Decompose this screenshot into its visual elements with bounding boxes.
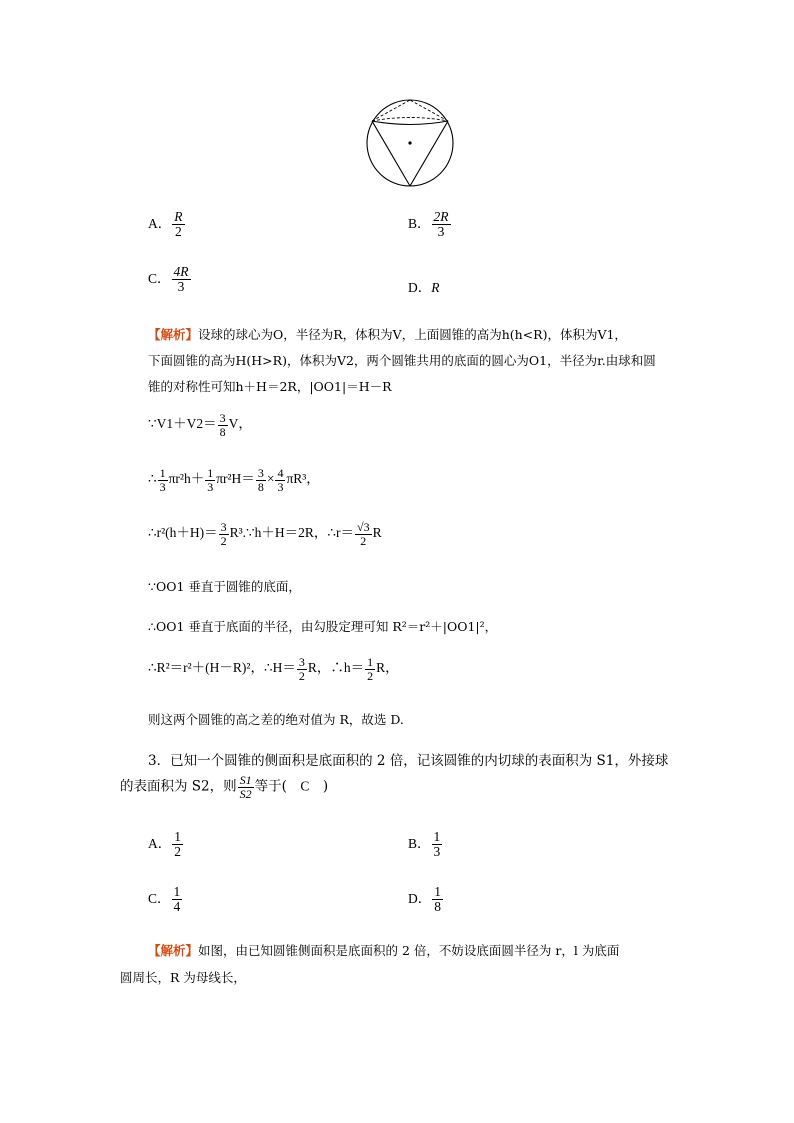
q3-answer: C	[300, 778, 310, 794]
q2-option-c: C． $\frac{4R}{3}$	[148, 264, 189, 295]
q3-option-d: D． $\frac{1}{8}$	[408, 884, 441, 915]
analysis-tag: 【解析】	[148, 943, 199, 958]
q2-step-3: ∴r²(h＋H)＝ $\frac{3}{2}$ R³.∵h＋H＝2R，∴r＝ $\frac{√3}{2}$ R	[148, 520, 382, 548]
q2-conclusion: 则这两个圆锥的高之差的绝对值为 R，故选 D.	[148, 712, 404, 727]
q3-stem-line-2: 的表面积为 S2，则 $\frac{S1}{S2}$ 等于( C )	[120, 773, 329, 801]
q2-step-4: ∵OO1 垂直于圆锥的底面，	[148, 579, 301, 594]
q2-analysis-line-3: 锥的对称性可知h＋H＝2R，|OO1|＝H－R	[148, 379, 392, 394]
q2-step-2: ∴ $\frac{1}{3}$ πr²h＋ $\frac{1}{3}$ πr²H＝ $\frac{3}{8}$ × $\frac{4}{3}$ πR³，	[148, 466, 320, 494]
q2-option-a: A． $\frac{R}{2}$	[148, 209, 183, 240]
analysis-tag: 【解析】	[148, 327, 199, 342]
q2-option-d: D．R	[408, 280, 440, 295]
q2-step-6: ∴R²＝r²＋(H－R)²，∴H＝ $\frac{3}{2}$ R，∴h＝ $\frac{1}{2}$ R，	[148, 655, 399, 683]
q3-analysis-line-1: 【解析】如图，由已知圆锥侧面积是底面积的 2 倍，不妨设底面圆半径为 r，l 为底面	[148, 943, 620, 958]
q3-stem-line-1: 3．已知一个圆锥的侧面积是底面积的 2 倍，记该圆锥的内切球的表面积为 S1，外接球	[148, 753, 669, 769]
sphere-cone-figure	[362, 98, 458, 188]
q2-analysis-line-2: 下面圆锥的高为H(H>R)，体积为V2，两个圆锥共用的底面的圆心为O1，半径为r.由球和圆	[148, 353, 656, 368]
sphere-center-dot	[408, 141, 411, 144]
q2-step-5: ∴OO1 垂直于底面的半径，由勾股定理可知 R²＝r²＋|OO1|²，	[148, 619, 498, 634]
q3-analysis-line-2: 圆周长，R 为母线长，	[120, 970, 246, 985]
q3-option-a: A． $\frac{1}{2}$	[148, 829, 181, 860]
q3-option-b: B． $\frac{1}{3}$	[408, 829, 441, 860]
q2-option-b: B． $\frac{2R}{3}$	[408, 209, 449, 240]
q2-step-1: ∵V1＋V2＝ $\frac{3}{8}$ V，	[148, 411, 252, 439]
q2-analysis-line-1: 【解析】设球的球心为O，半径为R，体积为V，上面圆锥的高为h(h<R)，体积为V1，	[148, 327, 627, 342]
q3-option-c: C． $\frac{1}{4}$	[148, 884, 181, 915]
